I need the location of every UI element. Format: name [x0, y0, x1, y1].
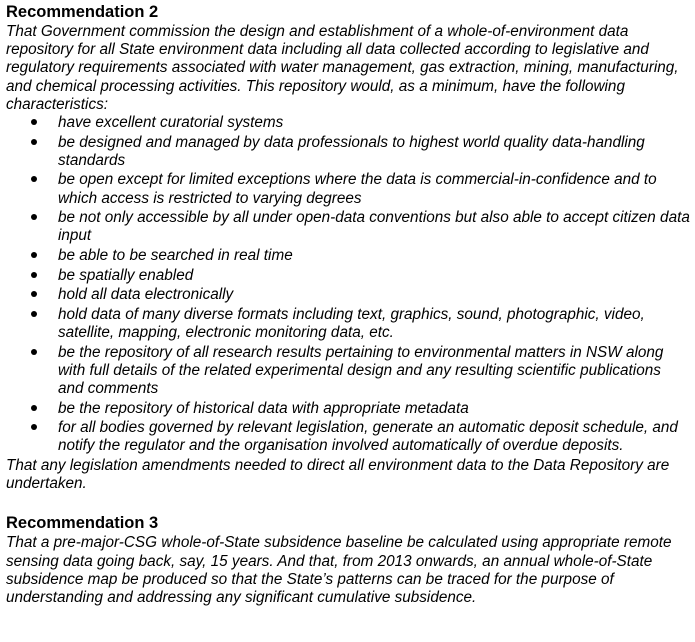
list-item-text: be spatially enabled — [58, 266, 194, 284]
list-item — [58, 344, 690, 399]
list-item-text: be open except for limited exceptions where the data is commercial-in-confidence and to which access is restricted to varying degrees — [58, 171, 657, 207]
list-item — [58, 114, 690, 132]
list-item — [58, 267, 690, 285]
list-item-text: be not only accessible by all under open-data conventions but also able to accept citizen data input — [58, 209, 690, 245]
recommendation-3-body: That a pre-major-CSG whole-of-State subsidence baseline be calculated using appropriate remote sensing data going back, say, 15 years. And that, from 2013 onwards, an annual whole-of-State subsidence map be produced so that the State’s patterns can be traced for the purpose of understanding and addressing any significant cumulative subsidence. — [6, 534, 672, 606]
bullet-icon — [31, 252, 37, 258]
recommendation-2-section — [6, 0, 690, 493]
bullet-icon — [31, 405, 37, 411]
recommendation-2-heading: Recommendation 2 — [6, 3, 159, 21]
list-item-text: hold all data electronically — [58, 286, 234, 304]
list-item-text: be the repository of all research results pertaining to environmental matters in NSW along with full details of the related experimental design and any resulting scientific publications and comments — [58, 343, 664, 397]
list-item — [58, 134, 690, 170]
recommendation-3-heading: Recommendation 3 — [6, 514, 159, 533]
recommendation-2-intro: That Government commission the design and establishment of a whole-of-environment data repository for all State environment data including all data collected according to legislative and regulatory requirements associated with water management, gas extraction, mining, manufacturing, and chemical processing activities. This repository would, as a minimum, have the following characteristics: — [6, 23, 679, 113]
recommendation-3-section — [6, 511, 690, 607]
list-item-text: hold data of many diverse formats including text, graphics, sound, photographic, video, satellite, mapping, electronic monitoring data, etc. — [58, 305, 645, 341]
bullet-icon — [31, 291, 37, 297]
list-item — [58, 286, 690, 304]
list-item-text: have excellent curatorial systems — [58, 114, 284, 132]
section-spacer — [6, 493, 690, 511]
bullet-icon — [31, 424, 37, 430]
bullet-icon — [31, 311, 37, 317]
list-item-text: for all bodies governed by relevant legislation, generate an automatic deposit schedule, and notify the regulator and the organisation involved automatically of overdue deposits. — [58, 419, 678, 455]
list-item — [58, 247, 690, 265]
bullet-icon — [31, 272, 37, 278]
bullet-icon — [31, 119, 37, 125]
list-item — [58, 306, 690, 342]
recommendation-2-closing: That any legislation amendments needed to direct all environment data to the Data Repository are undertaken. — [6, 456, 670, 493]
list-item — [58, 171, 690, 207]
list-item-text: be designed and managed by data professionals to highest world quality data-handling standards — [58, 133, 645, 169]
characteristics-list — [6, 114, 690, 456]
bullet-icon — [31, 139, 37, 145]
document-page — [6, 0, 690, 607]
list-item-text: be able to be searched in real time — [58, 247, 293, 264]
list-item — [58, 209, 690, 245]
list-item — [58, 400, 690, 418]
list-item-text: be the repository of historical data with appropriate metadata — [58, 399, 469, 417]
bullet-icon — [31, 349, 37, 355]
bullet-icon — [31, 214, 37, 220]
list-item — [58, 419, 690, 455]
bullet-icon — [31, 176, 37, 182]
